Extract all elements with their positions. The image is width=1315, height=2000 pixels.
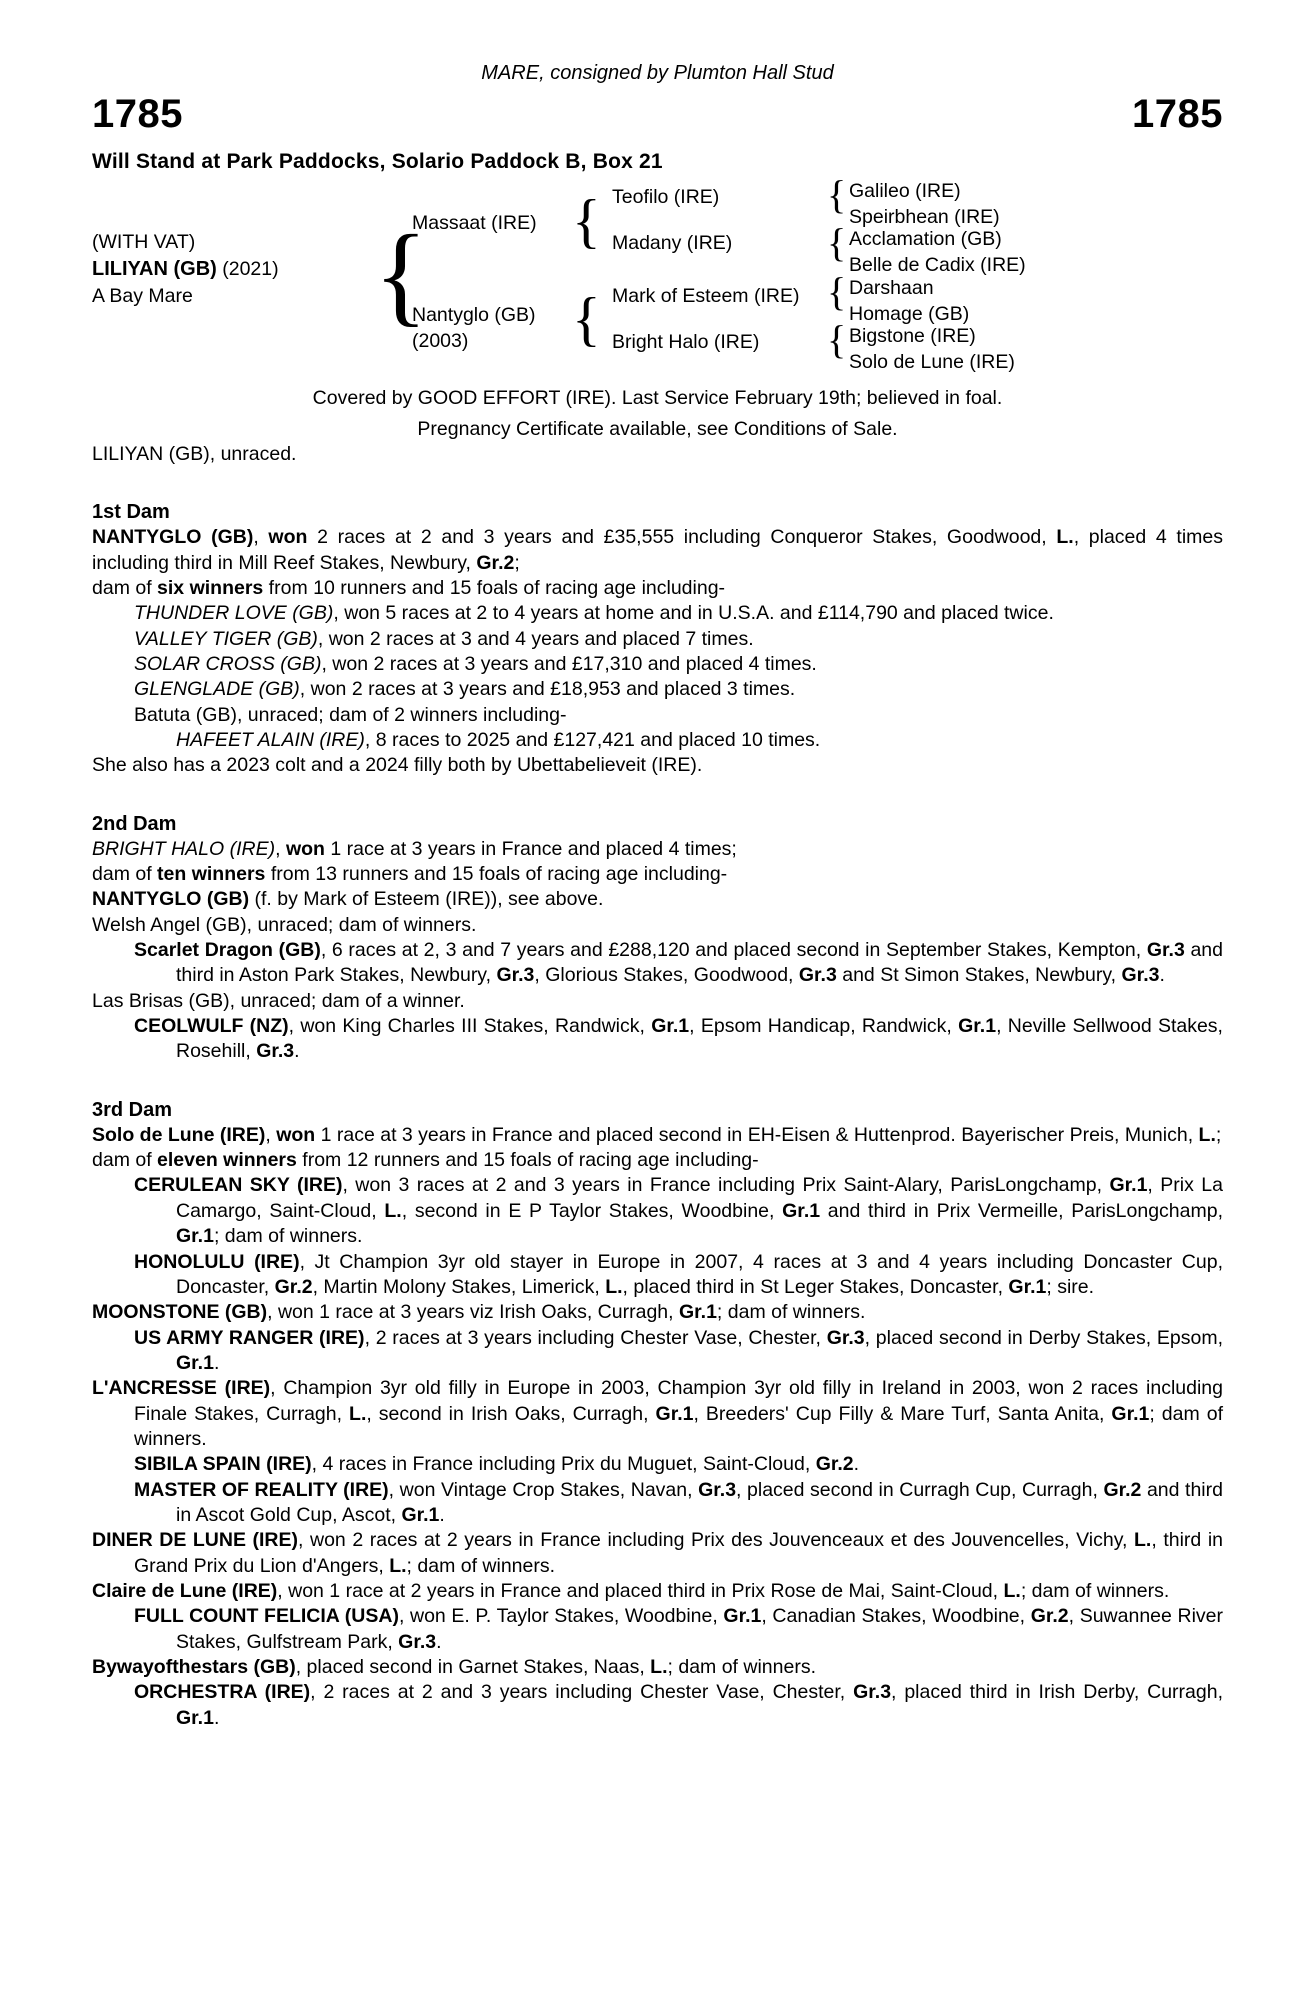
dam-heading-2: 2nd Dam	[92, 812, 177, 835]
dam3-produce-1: CERULEAN SKY (IRE), won 3 races at 2 and 3 years in France including Prix Saint-Alary, ParisLongchamp, Gr.1, Prix La Camargo, Saint-Cloud, L., second in E P Taylor Stakes, Woodbine, Gr.1 and third in Prix Vermeille, ParisLongchamp, Gr.1; dam of winners.	[134, 1174, 1223, 1248]
dam-heading-3: 3rd Dam	[92, 1098, 173, 1121]
great-grandparents-column	[827, 172, 1157, 374]
dam3-produce-7: MASTER OF REALITY (IRE), won Vintage Crop Stakes, Navan, Gr.3, placed second in Curragh Cup, Curragh, Gr.2 and third in Ascot Gold Cup, Ascot, Gr.1.	[134, 1478, 1223, 1526]
subject-race-record: LILIYAN (GB), unraced.	[92, 442, 297, 465]
dam1-produce-2: VALLEY TIGER (GB), won 2 races at 3 and 4 years and placed 7 times.	[134, 627, 754, 650]
grandparents-column	[590, 181, 840, 371]
subject-description: A Bay Mare	[92, 284, 193, 307]
dam3-main: Solo de Lune (IRE), won 1 race at 3 years in France and placed second in EH-Eisen & Huttenprod. Bayerischer Preis, Munich, L.;	[92, 1123, 1222, 1146]
dam1-footnote: She also has a 2023 colt and a 2024 filly both by Ubettabelieveit (IRE).	[92, 754, 703, 777]
sire-dam-name: Madany (IRE)	[612, 232, 733, 255]
brace-sire: {	[572, 188, 601, 255]
dam2-produce-2: Welsh Angel (GB), unraced; dam of winners.	[92, 913, 477, 936]
dam3-produce-12: ORCHESTRA (IRE), 2 races at 2 and 3 years including Chester Vase, Chester, Gr.3, placed third in Irish Derby, Curragh, Gr.1.	[134, 1681, 1223, 1729]
lot-number-left: 1785	[92, 92, 183, 136]
subject-year: (2021)	[222, 257, 279, 280]
consignor-line: MARE, consigned by Plumton Hall Stud	[481, 62, 834, 84]
dam1-produce-intro: dam of six winners from 10 runners and 15 foals of racing age including-	[92, 576, 726, 599]
gg8-name: Solo de Lune (IRE)	[849, 351, 1015, 374]
lot-number-row	[92, 88, 1223, 140]
brace-g3: {	[827, 269, 847, 315]
dam-heading-1: 1st Dam	[92, 501, 170, 524]
sire-sire-name: Teofilo (IRE)	[612, 186, 720, 209]
covering-line-1: Covered by GOOD EFFORT (IRE). Last Service February 19th; believed in foal.	[312, 387, 1003, 410]
vat-note: (WITH VAT)	[92, 231, 196, 254]
dam2-produce-1: NANTYGLO (GB) (f. by Mark of Esteem (IRE)), see above.	[92, 888, 604, 911]
dam3-produce-2: HONOLULU (IRE), Jt Champion 3yr old stayer in Europe in 2007, 4 races at 3 and 4 years including Doncaster Cup, Doncaster, Gr.2, Martin Molony Stakes, Limerick, L., placed third in St Leger Stakes, Doncaster, Gr.1; sire.	[134, 1250, 1223, 1298]
parents-column	[392, 181, 601, 371]
dam-year: (2003)	[412, 330, 469, 353]
brace-g4: {	[827, 317, 847, 363]
dam3-produce-5: L'ANCRESSE (IRE), Champion 3yr old filly in Europe in 2003, Champion 3yr old filly in Ireland in 2003, won 2 races including Finale Stakes, Curragh, L., second in Irish Oaks, Curragh, Gr.1, Breeders' Cup Filly & Mare Turf, Santa Anita, Gr.1; dam of winners.	[92, 1377, 1223, 1450]
dam1-produce-5: Batuta (GB), unraced; dam of 2 winners including-	[134, 703, 567, 726]
gg7-name: Bigstone (IRE)	[849, 325, 976, 348]
brace-g1: {	[827, 172, 847, 218]
dam-sire-name: Mark of Esteem (IRE)	[612, 285, 800, 308]
brace-subject: {	[374, 213, 428, 338]
dam3-produce-intro: dam of eleven winners from 12 runners and 15 foals of racing age including-	[92, 1149, 759, 1172]
dam3-produce-3: MOONSTONE (GB), won 1 race at 3 years viz Irish Oaks, Curragh, Gr.1; dam of winners.	[92, 1301, 866, 1324]
dam1-produce-4: GLENGLADE (GB), won 2 races at 3 years and £18,953 and placed 3 times.	[134, 678, 796, 701]
lot-number-right: 1785	[1132, 92, 1223, 136]
gg1-name: Galileo (IRE)	[849, 180, 961, 203]
brace-g2: {	[827, 220, 847, 266]
gg5-name: Darshaan	[849, 277, 934, 300]
dam1-produce-6: HAFEET ALAIN (IRE), 8 races to 2025 and £127,421 and placed 10 times.	[176, 729, 821, 752]
subject-block	[92, 229, 322, 309]
dam2-main: BRIGHT HALO (IRE), won 1 race at 3 years in France and placed 4 times;	[92, 837, 737, 860]
stand-location-line: Will Stand at Park Paddocks, Solario Paddock B, Box 21	[92, 150, 663, 173]
dam3-produce-11: Bywayofthestars (GB), placed second in Garnet Stakes, Naas, L.; dam of winners.	[92, 1656, 816, 1679]
dam3-produce-8: DINER DE LUNE (IRE), won 2 races at 2 years in France including Prix des Jouvenceaux et des Jouvencelles, Vichy, L., third in Grand Prix du Lion d'Angers, L.; dam of winners.	[92, 1529, 1224, 1577]
dam3-produce-4: US ARMY RANGER (IRE), 2 races at 3 years including Chester Vase, Chester, Gr.3, placed second in Derby Stakes, Epsom, Gr.1.	[134, 1326, 1223, 1374]
dam3-produce-10: FULL COUNT FELICIA (USA), won E. P. Taylor Stakes, Woodbine, Gr.1, Canadian Stakes, Woodbine, Gr.2, Suwannee River Stakes, Gulfstream Park, Gr.3.	[134, 1605, 1223, 1653]
dam1-produce-1: THUNDER LOVE (GB), won 5 races at 2 to 4 years at home and in U.S.A. and £114,790 and placed twice.	[134, 602, 1054, 625]
dam-dam-name: Bright Halo (IRE)	[612, 331, 760, 354]
dam3-produce-6: SIBILA SPAIN (IRE), 4 races in France including Prix du Muguet, Saint-Cloud, Gr.2.	[134, 1453, 860, 1476]
gg2-name: Speirbhean (IRE)	[849, 206, 1000, 229]
dam2-produce-intro: dam of ten winners from 13 runners and 15 foals of racing age including-	[92, 863, 728, 886]
gg4-name: Belle de Cadix (IRE)	[849, 254, 1026, 277]
gg3-name: Acclamation (GB)	[849, 228, 1002, 251]
dam1-produce-3: SOLAR CROSS (GB), won 2 races at 3 years and £17,310 and placed 4 times.	[134, 652, 817, 675]
dam2-produce-3: Scarlet Dragon (GB), 6 races at 2, 3 and 7 years and £288,120 and placed second in September Stakes, Kempton, Gr.3 and third in Aston Park Stakes, Newbury, Gr.3, Glorious Stakes, Goodwood, Gr.3 and St Simon Stakes, Newbury, Gr.3.	[134, 939, 1223, 987]
subject-name: LILIYAN (GB)	[92, 257, 217, 280]
sire-name: Massaat (IRE)	[412, 212, 537, 235]
dam2-produce-4: Las Brisas (GB), unraced; dam of a winner.	[92, 989, 465, 1012]
pedigree-diagram	[92, 172, 1223, 381]
dam3-produce-9: Claire de Lune (IRE), won 1 race at 2 years in France and placed third in Prix Rose de Mai, Saint-Cloud, L.; dam of winners.	[92, 1579, 1170, 1602]
dam2-produce-5: CEOLWULF (NZ), won King Charles III Stakes, Randwick, Gr.1, Epsom Handicap, Randwick, Gr.1, Neville Sellwood Stakes, Rosehill, Gr.3.	[134, 1015, 1223, 1063]
dam-name: Nantyglo (GB)	[412, 304, 536, 327]
brace-dam: {	[572, 286, 601, 353]
dam1-main: NANTYGLO (GB), won 2 races at 2 and 3 years and £35,555 including Conqueror Stakes, Goodwood, L., placed 4 times including third in Mill Reef Stakes, Newbury, Gr.2;	[92, 526, 1223, 574]
covering-line-2: Pregnancy Certificate available, see Conditions of Sale.	[417, 417, 898, 440]
gg6-name: Homage (GB)	[849, 303, 970, 326]
